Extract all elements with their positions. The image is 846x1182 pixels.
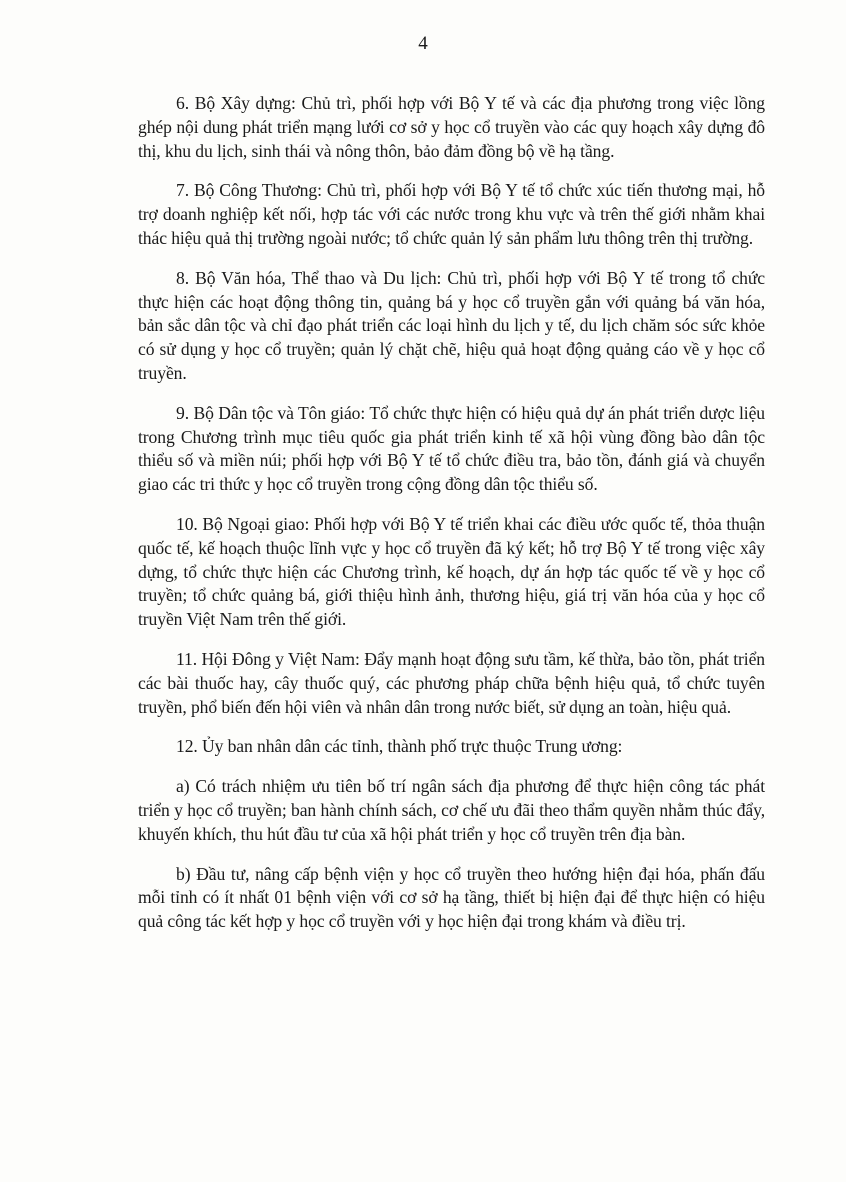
paragraph-item-12: 12. Ủy ban nhân dân các tỉnh, thành phố trực thuộc Trung ương: [176, 736, 623, 757]
paragraph-item-12b: b) Đầu tư, nâng cấp bệnh viện y học cổ truyền theo hướng hiện đại hóa, phấn đấu mỗi tỉnh có ít nhất 01 bệnh viện với cơ sở hạ tầng, thiết bị hiện đại để thực hiện có hiệu quả công tác kết hợp y học cổ truyền với y học hiện đại trong khám và điều trị. [138, 863, 765, 932]
paragraph-item-6: 6. Bộ Xây dựng: Chủ trì, phối hợp với Bộ Y tế và các địa phương trong việc lồng ghép nội dung phát triển mạng lưới cơ sở y học cổ truyền vào các quy hoạch xây dựng đô thị, khu du lịch, sinh thái và nông thôn, bảo đảm đồng bộ về hạ tầng. [138, 93, 765, 161]
paragraph-item-7: 7. Bộ Công Thương: Chủ trì, phối hợp với Bộ Y tế tổ chức xúc tiến thương mại, hỗ trợ doanh nghiệp kết nối, hợp tác với các nước trong khu vực và trên thế giới nhằm khai thác hiệu quả thị trường ngoài nước; tổ chức quản lý sản phẩm lưu thông trên thị trường. [138, 180, 765, 248]
paragraph-item-9: 9. Bộ Dân tộc và Tôn giáo: Tổ chức thực hiện có hiệu quả dự án phát triển dược liệu trong Chương trình mục tiêu quốc gia phát triển kinh tế xã hội vùng đồng bào dân tộc thiểu số và miền núi; phối hợp với Bộ Y tế tổ chức điều tra, bảo tồn, đánh giá và chuyển giao các tri thức y học cổ truyền trong cộng đồng dân tộc thiểu số. [138, 402, 765, 495]
paragraph-item-11: 11. Hội Đông y Việt Nam: Đẩy mạnh hoạt động sưu tầm, kế thừa, bảo tồn, phát triển các bài thuốc hay, cây thuốc quý, các phương pháp chữa bệnh hiệu quả, tổ chức tuyên truyền, phổ biến đến hội viên và nhân dân trong nước biết, sử dụng an toàn, hiệu quả. [138, 648, 765, 717]
paragraph-item-10: 10. Bộ Ngoại giao: Phối hợp với Bộ Y tế triển khai các điều ước quốc tế, thỏa thuận quốc tế, kế hoạch thuộc lĩnh vực y học cổ truyền đã ký kết; hỗ trợ Bộ Y tế trong việc xây dựng, tổ chức thực hiện các Chương trình, kế hoạch, dự án hợp tác quốc tế về y học cổ truyền; tổ chức quảng bá, giới thiệu hình ảnh, thương hiệu, giá trị văn hóa của y học cổ truyền Việt Nam trên thế giới. [138, 513, 765, 630]
document-body [138, 92, 765, 950]
paragraph-item-8: 8. Bộ Văn hóa, Thể thao và Du lịch: Chủ trì, phối hợp với Bộ Y tế trong tổ chức thực hiện các hoạt động thông tin, quảng bá y học cổ truyền gắn với quảng bá văn hóa, bản sắc dân tộc và chỉ đạo phát triển các loại hình du lịch y tế, du lịch chăm sóc sức khỏe có sử dụng y học cổ truyền; quản lý chặt chẽ, hiệu quả hoạt động quảng cáo về y học cổ truyền. [138, 267, 765, 383]
paragraph-item-12a: a) Có trách nhiệm ưu tiên bố trí ngân sách địa phương để thực hiện công tác phát triển y học cổ truyền; ban hành chính sách, cơ chế ưu đãi theo thẩm quyền nhằm thúc đẩy, khuyến khích, thu hút đầu tư của xã hội phát triển y học cổ truyền trên địa bàn. [138, 776, 765, 844]
page-number: 4 [418, 33, 428, 54]
